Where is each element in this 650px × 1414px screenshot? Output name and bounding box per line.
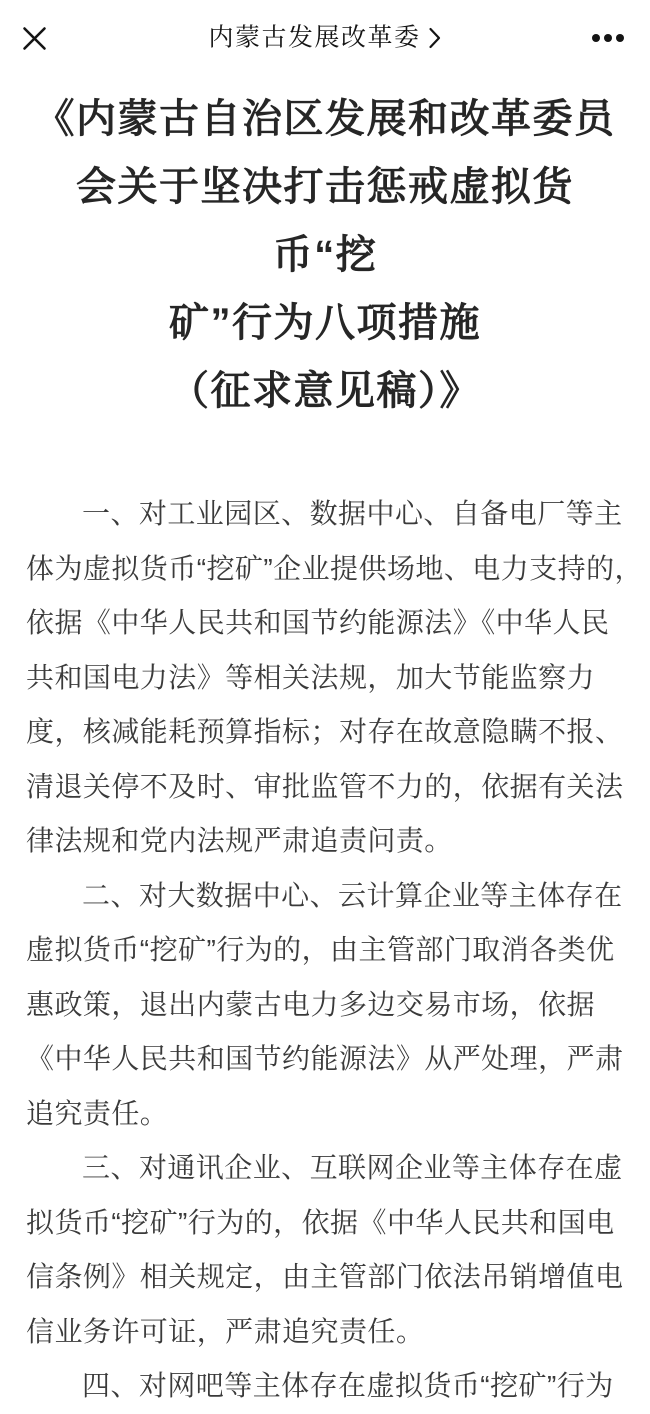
- article-title: [26, 85, 624, 425]
- article-content: [26, 487, 644, 1414]
- article-scroll-area[interactable]: [0, 85, 650, 1414]
- paragraph: [26, 1359, 624, 1414]
- body-line: 拟货币“挖矿”行为的，依据《中华人民共和国电: [26, 1206, 615, 1238]
- more-icon: [592, 34, 624, 42]
- title-line: （征求意见稿）》: [169, 369, 481, 413]
- body-line: 《中华人民共和国节约能源法》从严处理，严肃: [26, 1043, 624, 1074]
- body-line: 惠政策，退出内蒙古电力多边交易市场，依据: [26, 988, 596, 1020]
- body-line: 追究责任。: [26, 1097, 169, 1129]
- more-dot: [616, 34, 624, 42]
- body-line: 共和国电力法》等相关法规，加大节能监察力: [26, 661, 596, 693]
- chevron-right-icon: [429, 27, 442, 50]
- body-line: 信条例》相关规定，由主管部门依法吊销增值电: [26, 1261, 624, 1292]
- body-line: 二、对大数据中心、云计算企业等主体存在: [82, 879, 623, 911]
- close-button[interactable]: [14, 18, 54, 58]
- more-dot: [604, 34, 612, 42]
- body-line: 体为虚拟货币“挖矿”企业提供场地、电力支持的，: [26, 552, 644, 584]
- body-line: 三、对通讯企业、互联网企业等主体存在虚: [82, 1152, 623, 1183]
- body-line: 清退关停不及时、审批监管不力的，依据有关法: [26, 770, 624, 802]
- title-line: 会关于坚决打击惩戒虚拟货币“挖: [76, 165, 574, 277]
- body-line: 信业务许可证，严肃追究责任。: [26, 1315, 425, 1347]
- title-line: 《内蒙古自治区发展和改革委员: [34, 97, 616, 141]
- more-dot: [592, 34, 600, 42]
- title-line: 矿”行为八项措施: [169, 301, 481, 345]
- body-line: 律法规和党内法规严肃追责问责。: [26, 825, 453, 856]
- body-line: 度，核减能耗预算指标；对存在故意隐瞒不报、: [26, 716, 624, 747]
- account-name: 内蒙古发展改革委: [208, 23, 421, 52]
- body-line: 一、对工业园区、数据中心、自备电厂等主: [82, 498, 623, 529]
- more-button[interactable]: [592, 27, 624, 49]
- top-bar: [0, 0, 650, 76]
- body-line: 虚拟货币“挖矿”行为的，由主管部门取消各类优: [26, 934, 615, 965]
- paragraph: [26, 1141, 624, 1359]
- close-icon: [21, 25, 48, 52]
- body-line: 四、对网吧等主体存在虚拟货币“挖矿”行为: [82, 1370, 614, 1401]
- paragraph: [26, 869, 624, 1142]
- account-link[interactable]: [208, 23, 441, 52]
- paragraph: [26, 487, 644, 869]
- body-line: 依据《中华人民共和国节约能源法》《中华人民: [26, 607, 610, 638]
